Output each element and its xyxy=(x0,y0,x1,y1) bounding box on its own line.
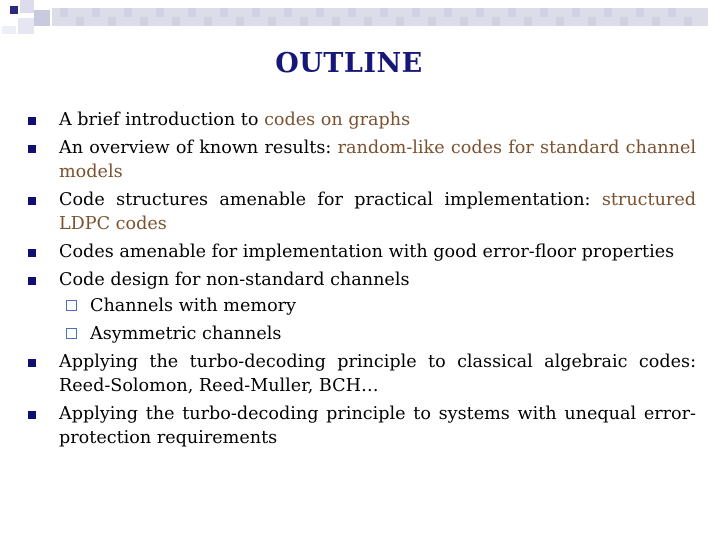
square-bullet-icon xyxy=(28,197,36,205)
sub-item-text: Asymmetric channels xyxy=(90,324,282,344)
item-text: A brief introduction to xyxy=(59,110,265,130)
slide-title-text: OUTLINE xyxy=(275,48,423,79)
header-pattern-graphic xyxy=(0,0,720,40)
header-decoration xyxy=(0,0,720,40)
item-text: Applying the turbo-decoding principle to classical algebraic codes: Reed-Solomon, Reed-Muller, BCH… xyxy=(59,352,696,396)
list-item xyxy=(28,350,696,398)
list-item xyxy=(28,188,696,236)
slide-title xyxy=(0,48,720,79)
sub-list-item xyxy=(28,292,696,320)
item-accent-text: codes on graphs xyxy=(264,110,411,130)
sub-list-item xyxy=(28,320,696,348)
square-bullet-icon xyxy=(28,117,36,125)
item-text: An overview of known results: xyxy=(59,138,338,158)
item-accent-text: random-like codes for standard channel models xyxy=(59,138,697,182)
outline-list xyxy=(28,108,696,450)
list-item xyxy=(28,402,696,450)
sub-item-text: Channels with memory xyxy=(90,296,297,316)
list-item xyxy=(28,136,696,184)
item-text: Codes amenable for implementation with good error-floor properties xyxy=(59,242,675,262)
item-text: Code design for non-standard channels xyxy=(59,270,410,290)
square-bullet-icon xyxy=(28,359,36,367)
square-bullet-icon xyxy=(28,249,36,257)
hollow-square-bullet-icon xyxy=(66,328,77,339)
list-item xyxy=(28,268,696,292)
list-item xyxy=(28,240,696,264)
item-text: Code structures amenable for practical implementation: xyxy=(59,190,602,210)
list-item xyxy=(28,108,696,132)
square-bullet-icon xyxy=(28,411,36,419)
item-accent-text: structured LDPC codes xyxy=(59,190,696,234)
item-text: Applying the turbo-decoding principle to systems with unequal error-protection requirements xyxy=(59,404,696,448)
square-bullet-icon xyxy=(28,277,36,285)
hollow-square-bullet-icon xyxy=(66,300,77,311)
square-bullet-icon xyxy=(28,145,36,153)
